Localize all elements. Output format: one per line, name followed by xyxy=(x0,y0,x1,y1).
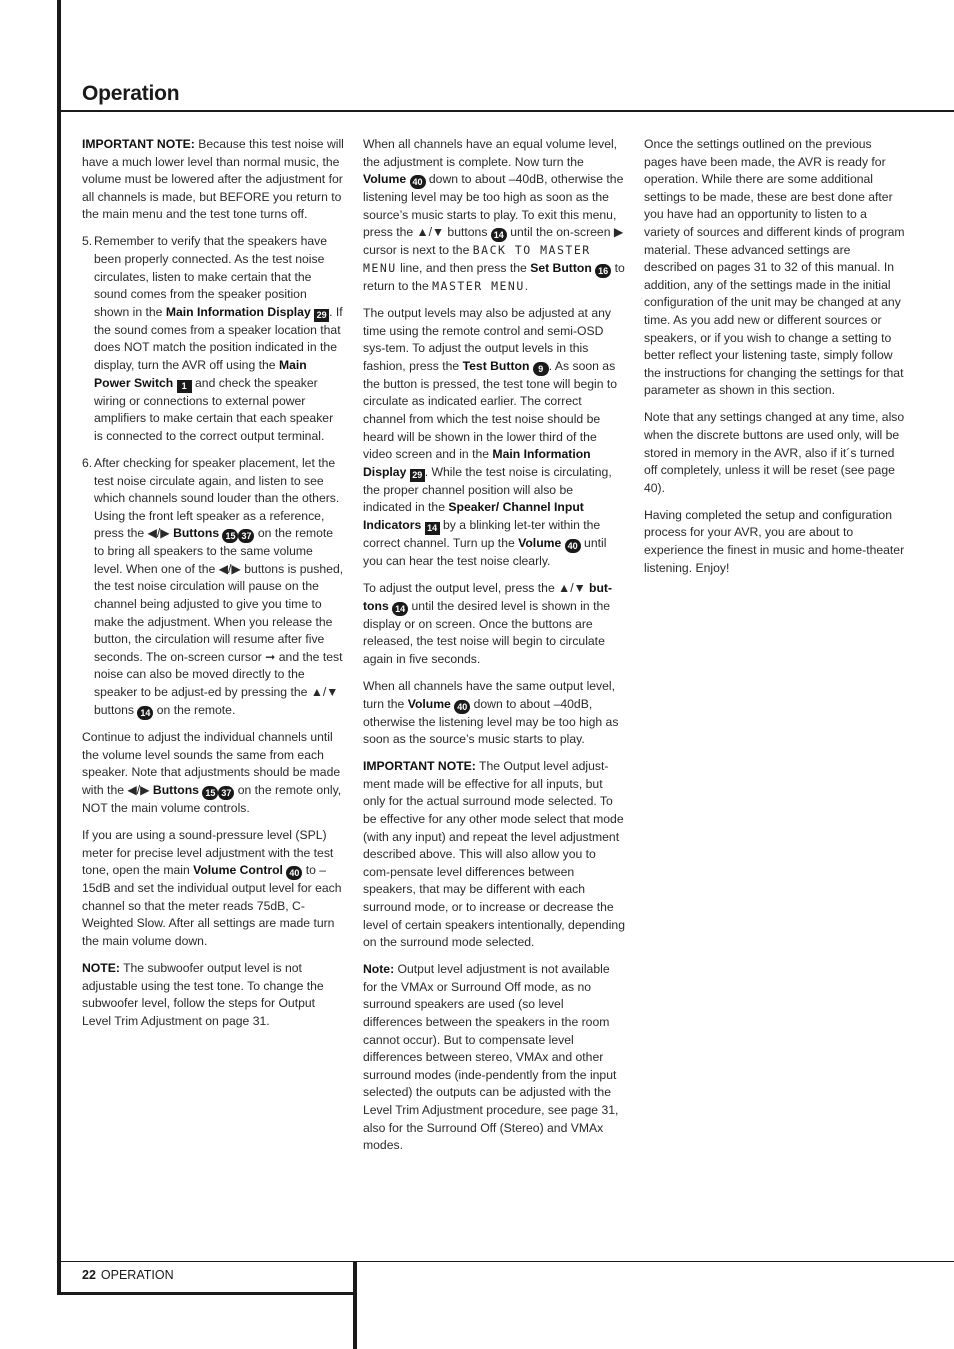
text: buttons xyxy=(94,702,138,717)
footer xyxy=(82,1268,174,1282)
text: by a blinking let-ter within the correct channel. Turn up the xyxy=(363,518,601,550)
cursor-arrow-icon: ➞ xyxy=(265,649,276,664)
text: Continue to adjust the individual channels until the volume level sounds the same from each speaker. Note that adjustments should be made with the xyxy=(82,730,341,797)
footer-divider-bar xyxy=(353,1261,357,1349)
footer-rule xyxy=(57,1261,954,1262)
text: and check the speaker wiring or connections to external power amplifiers to make certain that each speaker is connected to the correct output terminal. xyxy=(94,375,334,443)
paragraph xyxy=(363,305,625,571)
reference-circle: 14 xyxy=(491,228,507,242)
text: until you can hear the test noise clearly. xyxy=(363,536,607,568)
reference-circle: 14 xyxy=(137,706,153,720)
text: down to about –40dB, otherwise the listening level may be too high as soon as the source’s music starts to play. xyxy=(363,696,619,747)
control-name: Volume xyxy=(363,172,407,187)
note-label: NOTE: xyxy=(82,961,120,976)
note-paragraph xyxy=(363,961,625,1155)
text: After checking for speaker placement, let the test noise circulate again, and listen to see which channels sound louder than the others. Using the front left speaker as a reference, press the xyxy=(94,455,340,541)
up-down-arrows-icon: ▲/▼ xyxy=(310,685,339,700)
footer-box-line xyxy=(57,1292,357,1295)
control-name: Main Power Switch xyxy=(94,358,307,390)
text: until the desired level is shown in the display or on screen. Once the buttons are released, the test noise will begin to circulate again in five seconds. xyxy=(363,598,611,666)
osd-menu-text: MASTER MENU xyxy=(432,278,525,293)
paragraph: Having completed the setup and configuration process for your AVR, you are about to experience the finest in music and home-theater listening. Enjoy! xyxy=(644,507,905,575)
paragraph xyxy=(363,580,625,668)
paragraph xyxy=(363,678,625,749)
paragraph: Once the settings outlined on the previous pages have been made, the AVR is ready for operation. While there are some additional settings to be made, these are best done after you have had an opportunity to listen to a variety of sources and different kinds of program material. These advanced settings are described on pages 31 to 32 of this manual. In addition, any of the settings made in the initial configuration of the unit may be changed at any time. As you add new or different sources or speakers, or if you wish to change a setting to better reflect your listening taste, simply follow the instructions for changing the settings for that parameter as shown in this section. xyxy=(644,137,905,398)
left-right-arrows-icon: ◀/▶ xyxy=(127,782,150,797)
reference-circle: 40 xyxy=(286,866,302,880)
text: on the remote to bring all speakers to the same volume level. When one of the xyxy=(94,526,334,576)
up-down-arrows-icon: ▲/▼ xyxy=(416,225,445,240)
text: down to about –40dB, otherwise the listening level may be too high as soon as the source’s music starts to play. To exit this menu, press the xyxy=(363,172,624,240)
page-number: 22 xyxy=(82,1268,96,1282)
important-note-label: IMPORTANT NOTE: xyxy=(82,137,195,151)
text: until the on-screen xyxy=(506,225,614,240)
reference-circle: 40 xyxy=(454,700,470,714)
important-note-paragraph xyxy=(82,136,344,224)
text: buttons xyxy=(444,225,491,240)
up-down-arrows-icon: ▲/▼ xyxy=(558,581,586,596)
reference-circle: 37 xyxy=(218,786,234,800)
paragraph xyxy=(82,827,344,951)
paragraph: Note that any settings changed at any time, also when the discrete buttons are used only, will be stored in memory in the AVR, also if it´s turned off completely, unless it will be reset (see page 40). xyxy=(644,410,905,495)
control-name: Test Button xyxy=(462,358,530,373)
control-name: Main Information Display xyxy=(165,304,311,319)
text: to return to the xyxy=(363,260,625,293)
reference-badge: 1 xyxy=(177,380,192,393)
osd-menu-text: BACK TO MASTER MENU xyxy=(363,243,591,275)
footer-section: OPERATION xyxy=(100,1268,174,1282)
important-note-paragraph xyxy=(363,758,625,952)
control-name: Buttons xyxy=(152,782,199,797)
reference-badge: 14 xyxy=(425,522,440,535)
control-name: Volume xyxy=(407,696,451,711)
note-paragraph xyxy=(82,960,344,1030)
column-2 xyxy=(363,136,625,1164)
control-name: but-tons xyxy=(363,581,613,613)
column-1 xyxy=(82,136,344,1040)
control-name: Volume xyxy=(518,536,562,550)
important-note-label: IMPORTANT NOTE: xyxy=(363,759,476,774)
text: Remember to verify that the speakers have been properly connected. As the test noise circulates, listen to make certain that the sound comes from the speaker position shown in the xyxy=(94,234,328,319)
left-right-arrows-icon: ◀/▶ xyxy=(147,526,170,541)
control-name: Main Information Display xyxy=(363,447,591,479)
column-3 xyxy=(644,136,906,587)
text: on the remote only, NOT the main volume controls. xyxy=(82,782,342,815)
reference-circle: 9 xyxy=(533,362,549,376)
text: . If the sound comes from a speaker location that does NOT match the position indicated in the display, turn the AVR off using the xyxy=(94,304,343,373)
text: . xyxy=(524,278,529,293)
list-number: 6. xyxy=(82,455,93,470)
text: on the remote. xyxy=(153,702,236,717)
paragraph xyxy=(363,136,625,296)
text: The Output level adjust-ment made will be effective for all inputs, but only for the actual surround mode selected. To be effective for any other mode select that mode (with any input) and repeat the level adjustment described above. This will also allow you to com-pensate level differences between speakers, that may be different with each surround mode, or to increase or decrease the level of certain speakers intentionally, depending on the surround mode selected. xyxy=(363,759,625,950)
control-name: Volume Control xyxy=(193,863,283,878)
text: Output level adjustment is not available for the VMAx or Surround Off mode, as no surround speakers are used (so level differences between the speakers in the room cannot occur). But to compensate level differences between stereo, VMAx and other surround modes (inde-pendently from the input selected) the outputs can be adjusted with the Level Trim Adjustment procedure, see page 31, also for the Surround Off (Stereo) and VMAx modes. xyxy=(363,962,619,1153)
note-label: Note: xyxy=(363,962,395,977)
paragraph xyxy=(82,729,344,817)
reference-circle: 40 xyxy=(410,175,426,189)
reference-badge: 29 xyxy=(314,309,329,322)
list-number: 5. xyxy=(82,234,93,249)
text: and the test noise can also be moved directly to the speaker to be adjust-ed by pressing the xyxy=(94,649,343,700)
reference-circle: 15 xyxy=(222,529,238,543)
text: If you are using a sound-pressure level (SPL) meter for precise level adjustment with the test tone, open the main xyxy=(82,828,334,878)
control-name: Set Button xyxy=(530,260,592,275)
text: cursor is next to the xyxy=(363,243,473,258)
text: When all channels have an equal volume level, the adjustment is complete. Now turn the xyxy=(363,137,618,169)
text: . As soon as the button is pressed, the test tone will begin to circulate as indicated earlier. The correct channel from which the test noise should be heard will be shown in the lower third of the video screen and in the xyxy=(363,358,618,462)
control-name: Buttons xyxy=(173,526,220,541)
text: buttons is pushed, the test noise circulation will pause on the channel being adjusted to give you time to make the adjustment. When you release the button, the circulation will resume after five seconds. The on-screen cursor xyxy=(94,561,344,664)
text: The subwoofer output level is not adjustable using the test tone. To change the subwoofer level, follow the steps for Output Level Trim Adjustment on page 31. xyxy=(82,961,324,1028)
list-item-6 xyxy=(82,455,344,720)
cursor-arrow-icon: ▶ xyxy=(613,225,624,240)
reference-circle: 16 xyxy=(595,264,611,278)
text: line, and then press the xyxy=(396,260,531,275)
reference-circle: 40 xyxy=(565,539,581,553)
control-name: Speaker/ Channel Input Indicators xyxy=(363,500,584,532)
text: When all channels have the same output level, turn the xyxy=(363,678,616,711)
text: To adjust the output level, press the xyxy=(363,581,559,596)
text: . While the test noise is circulating, the proper channel position will also be indicated in the xyxy=(363,464,612,515)
text: Because this test noise will have a much lower level than normal music, the volume must be lowered after the adjustment for all channels is made, but BEFORE you return to the main menu and the test tone turns off. xyxy=(82,137,344,222)
list-item-5 xyxy=(82,233,344,445)
reference-badge: 29 xyxy=(410,469,425,482)
header-rule xyxy=(57,110,954,112)
reference-circle: 14 xyxy=(392,602,408,616)
page-title: Operation xyxy=(82,82,180,105)
left-right-arrows-icon: ◀/▶ xyxy=(218,561,241,576)
text: to –15dB and set the individual output level for each channel so that the meter reads 75dB, C-Weighted Slow. After all settings are made turn the main volume down. xyxy=(82,863,342,948)
left-margin-bar xyxy=(57,0,61,1295)
reference-circle: 37 xyxy=(238,529,254,543)
reference-circle: 15 xyxy=(202,786,218,800)
text: The output levels may also be adjusted at any time using the remote control and semi-OSD sys-tem. To adjust the output levels in this fashion, press the xyxy=(363,306,611,373)
